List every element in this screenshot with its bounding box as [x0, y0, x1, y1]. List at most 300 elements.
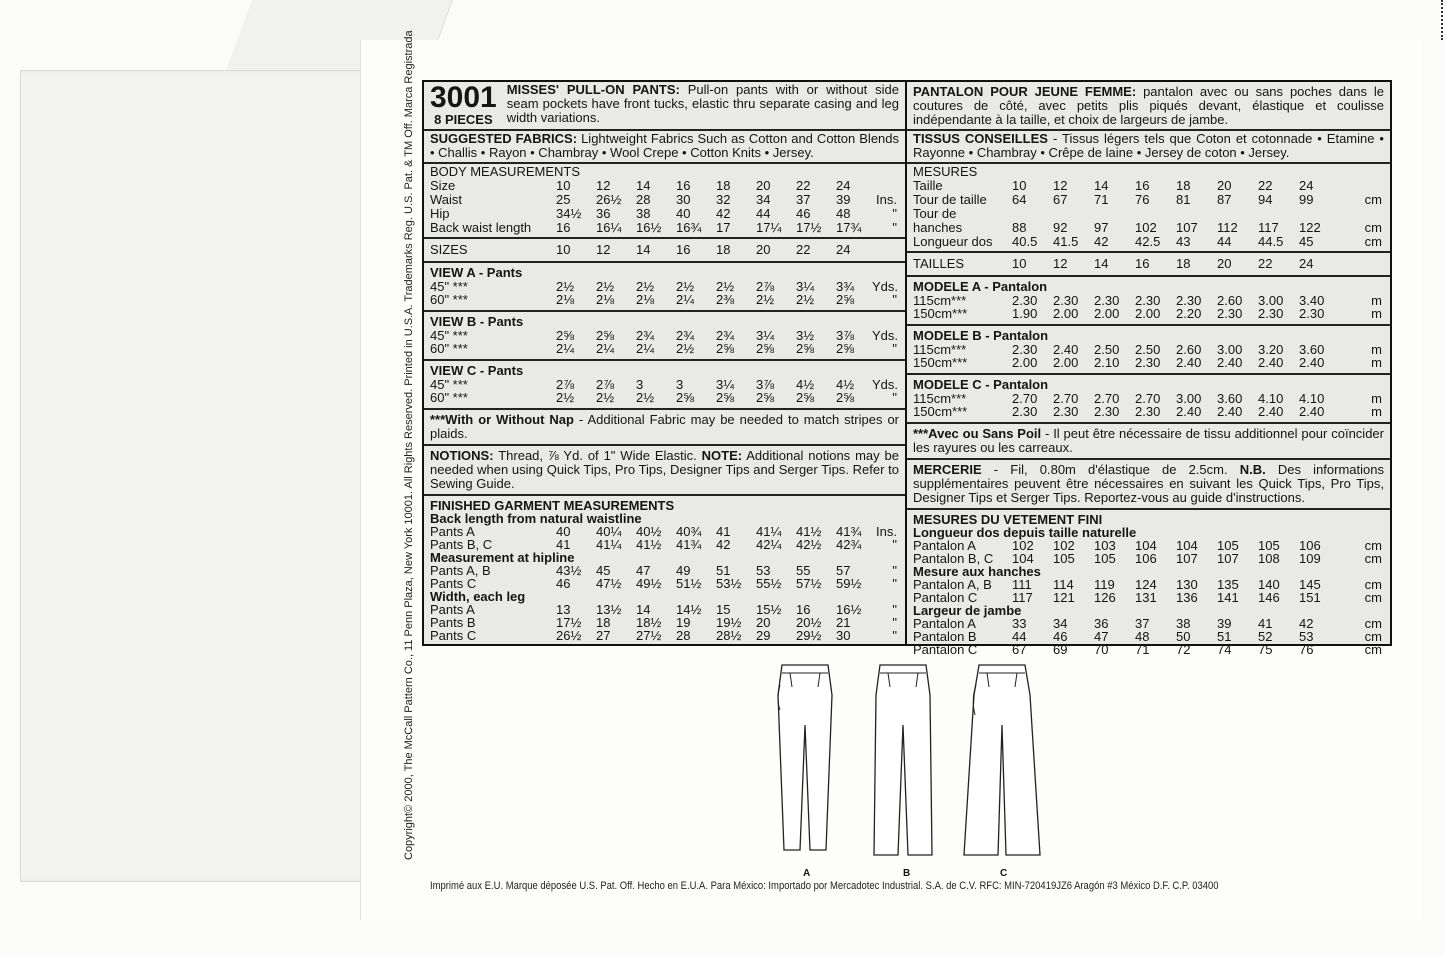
- view-label-a: A: [803, 868, 811, 879]
- row-value: 30: [676, 192, 691, 207]
- row-value: 103: [1094, 538, 1116, 553]
- fabrics-section: [907, 131, 1390, 164]
- row-label: Pantalon B: [913, 629, 977, 644]
- row-value: 2.30: [1299, 306, 1325, 321]
- row-unit: m: [1371, 306, 1382, 321]
- row-value: 104: [1012, 551, 1034, 566]
- notions-section: [424, 446, 905, 496]
- description-text: pantalon avec ou sans poches dans le coutures de côté, avec petits plis piqués devant, élastique et coulisse indépendante à la taille, et choix de largeurs de jambe.: [913, 84, 1384, 127]
- row-value: 3.40: [1299, 293, 1325, 308]
- size-value: 18: [1176, 256, 1191, 271]
- row-value: 2⅝: [596, 328, 615, 343]
- row-value: 2½: [676, 279, 695, 294]
- row-value: 2¾: [636, 328, 655, 343]
- nap-label: ***Avec ou Sans Poil: [913, 426, 1042, 441]
- group-title: Longueur dos depuis taille naturelle: [913, 525, 1137, 540]
- row-label: 115cm***: [913, 342, 967, 357]
- row-value: 102: [1053, 538, 1075, 553]
- row-value: 4.10: [1258, 391, 1284, 406]
- group-title: Back length from natural waistline: [430, 511, 642, 526]
- row-value: 106: [1135, 551, 1157, 566]
- row-value: 20: [756, 615, 771, 630]
- row-value: 17¾: [836, 220, 862, 235]
- table-row: [430, 280, 899, 293]
- row-value: 2⅝: [836, 390, 855, 405]
- table-row: [913, 307, 1384, 320]
- row-value: 88: [1012, 220, 1027, 235]
- row-value: 114: [1053, 577, 1074, 592]
- row-value: 105: [1094, 551, 1116, 566]
- row-value: 70: [1094, 642, 1109, 657]
- size-value: 18: [716, 242, 731, 257]
- row-label: Back waist length: [430, 220, 532, 235]
- row-value: 45: [596, 563, 611, 578]
- table-row: [430, 629, 899, 642]
- fabrics-label: SUGGESTED FABRICS:: [430, 131, 578, 146]
- row-value: 34: [1053, 616, 1068, 631]
- row-value: 47: [1094, 629, 1109, 644]
- row-label: Pants B, C: [430, 537, 493, 552]
- row-value: 48: [836, 206, 851, 221]
- row-value: 117: [1012, 590, 1033, 605]
- row-value: 76: [1135, 192, 1150, 207]
- group-title: Mesure aux hanches: [913, 564, 1041, 579]
- body-measurements-heading: BODY MEASUREMENTS: [430, 164, 581, 179]
- row-label: 150cm***: [913, 306, 968, 321]
- row-value: 47½: [596, 576, 622, 591]
- row-value: 24: [836, 178, 851, 193]
- row-label: 60" ***: [430, 390, 468, 405]
- size-value: 10: [556, 242, 571, 257]
- notions-label: MERCERIE: [913, 462, 982, 477]
- row-value: 13½: [596, 602, 622, 617]
- notions-label: NOTIONS:: [430, 448, 494, 463]
- row-value: 119: [1094, 577, 1115, 592]
- row-value: 2⅝: [716, 390, 735, 405]
- row-unit: cm: [1364, 577, 1382, 592]
- row-value: 3.60: [1299, 342, 1325, 357]
- row-value: 12: [596, 178, 611, 193]
- row-unit: cm: [1364, 220, 1382, 235]
- row-label: 150cm***: [913, 404, 968, 419]
- row-value: 2½: [756, 292, 775, 307]
- import-footer: Imprimé aux E.U. Marque déposée U.S. Pat. Off. Hecho en E.U.A. Para México: Importado por Mercadotec Industrial. S.A. de C.V. RFC: MIN-720419JZ6 Aragón #3 México D.F. C.P. 03400: [430, 880, 1219, 892]
- row-label: Hip: [430, 206, 450, 221]
- row-unit: cm: [1364, 642, 1382, 657]
- note-text: Additional notions may be needed when using Quick Tips, Pro Tips, Designer Tips and Serger Tips. Refer to Sewing Guide.: [430, 448, 899, 491]
- row-value: 2.70: [1135, 391, 1161, 406]
- nap-text: - Additional Fabric may be needed to match stripes or plaids.: [430, 412, 900, 441]
- fabrics-text: - Tissus légers tels que Coton et cotonnade • Etamine • Rayonne • Chambray • Crêpe de laine • Jersey de coton • Jersey.: [913, 131, 1384, 160]
- row-label: Waist: [430, 192, 463, 207]
- row-value: 2.70: [1094, 391, 1120, 406]
- row-value: 3¼: [796, 279, 815, 294]
- finished-measurements-section: [907, 510, 1390, 659]
- row-value: 44.5: [1258, 234, 1284, 249]
- nap-label: ***With or Without Nap: [430, 412, 574, 427]
- row-label: 115cm***: [913, 391, 967, 406]
- row-unit: ": [892, 341, 897, 356]
- row-value: 26½: [596, 192, 622, 207]
- row-value: 16¾: [676, 220, 702, 235]
- row-label: Tour de taille: [913, 192, 987, 207]
- row-value: 17: [716, 220, 731, 235]
- row-value: 18: [716, 178, 731, 193]
- row-unit: Ins.: [876, 192, 897, 207]
- row-value: 14½: [676, 602, 702, 617]
- row-label: Pants B: [430, 615, 476, 630]
- table-row: [430, 564, 899, 577]
- row-value: 109: [1299, 551, 1321, 566]
- row-value: 2.00: [1094, 306, 1120, 321]
- notions-text: Thread, ⅞ Yd. of 1" Wide Elastic.: [493, 448, 702, 463]
- row-value: 53½: [716, 576, 742, 591]
- row-label: Longueur dos: [913, 234, 993, 249]
- row-label: Pantalon A, B: [913, 577, 992, 592]
- row-value: 3: [676, 377, 684, 392]
- yardage-section: [424, 312, 905, 361]
- row-value: 2¼: [636, 341, 655, 356]
- row-value: 2⅝: [836, 341, 855, 356]
- row-value: 122: [1299, 220, 1321, 235]
- row-value: 2.40: [1217, 404, 1243, 419]
- row-value: 2.10: [1094, 355, 1120, 370]
- sizes-row: [913, 257, 1384, 271]
- row-label: 45" ***: [430, 377, 468, 392]
- table-row: [430, 616, 899, 629]
- size-value: 20: [1217, 256, 1232, 271]
- french-column: [907, 82, 1390, 657]
- row-value: 97: [1094, 220, 1109, 235]
- row-value: 151: [1299, 590, 1321, 605]
- row-value: 64: [1012, 192, 1027, 207]
- row-value: 41¼: [596, 537, 622, 552]
- row-value: 2⅝: [836, 292, 855, 307]
- row-unit: m: [1371, 342, 1382, 357]
- row-value: 41¾: [676, 537, 702, 552]
- description-text: Pull-on pants with or without side seam pockets have front tucks, elastic thru separate casing and leg width variations.: [506, 82, 899, 125]
- row-label: Pantalon A: [913, 538, 976, 553]
- note-label: NOTE:: [701, 448, 743, 463]
- row-value: 140: [1258, 577, 1280, 592]
- row-value: 41.5: [1053, 234, 1079, 249]
- row-value: 2⅛: [636, 292, 655, 307]
- row-value: 41½: [796, 524, 822, 539]
- table-row: [430, 207, 899, 221]
- row-unit: cm: [1364, 234, 1382, 249]
- row-value: 2⅞: [756, 279, 775, 294]
- size-value: 24: [836, 242, 851, 257]
- row-unit: ": [892, 628, 897, 643]
- row-value: 18½: [636, 615, 662, 630]
- envelope-side-flap: [20, 70, 392, 882]
- row-value: 10: [1012, 178, 1027, 193]
- row-value: 59½: [836, 576, 862, 591]
- row-value: 19½: [716, 615, 742, 630]
- row-value: 102: [1012, 538, 1034, 553]
- size-value: 12: [596, 242, 611, 257]
- row-unit: cm: [1364, 629, 1382, 644]
- row-value: 2.60: [1176, 342, 1202, 357]
- row-value: 3¼: [716, 377, 735, 392]
- size-value: 14: [1094, 256, 1109, 271]
- row-value: 15½: [756, 602, 782, 617]
- row-unit: Yds.: [872, 377, 899, 392]
- row-value: 104: [1176, 538, 1198, 553]
- row-value: 16¼: [596, 220, 622, 235]
- group-title: Width, each leg: [430, 589, 526, 604]
- sizes-label: SIZES: [430, 242, 468, 257]
- table-row: [913, 193, 1384, 207]
- row-value: 53: [756, 563, 771, 578]
- row-label: 115cm***: [913, 293, 967, 308]
- row-value: 16: [556, 220, 571, 235]
- row-value: 43: [1176, 234, 1191, 249]
- pants-view-c-drawing: [962, 655, 1042, 865]
- row-value: 76: [1299, 642, 1314, 657]
- row-value: 2⅝: [676, 390, 695, 405]
- table-row: [430, 293, 899, 306]
- table-row: [430, 342, 899, 355]
- row-value: 18: [596, 615, 611, 630]
- row-value: 42½: [796, 537, 822, 552]
- row-value: 2⅝: [796, 390, 815, 405]
- row-value: 33: [1012, 616, 1027, 631]
- row-value: 38: [1176, 616, 1191, 631]
- table-row: [913, 207, 1384, 235]
- row-value: 2.50: [1094, 342, 1120, 357]
- row-value: 2.60: [1217, 293, 1243, 308]
- row-value: 117: [1258, 220, 1279, 235]
- row-label: Pants C: [430, 576, 477, 591]
- row-value: 2.30: [1012, 404, 1038, 419]
- row-value: 107: [1176, 220, 1198, 235]
- row-value: 42: [1094, 234, 1109, 249]
- row-value: 44: [1012, 629, 1027, 644]
- row-unit: cm: [1364, 192, 1382, 207]
- row-value: 40½: [636, 524, 662, 539]
- table-row: [430, 525, 899, 538]
- row-value: 42.5: [1135, 234, 1161, 249]
- row-value: 13: [556, 602, 571, 617]
- row-value: 106: [1299, 538, 1321, 553]
- row-value: 135: [1217, 577, 1239, 592]
- row-value: 75: [1258, 642, 1273, 657]
- row-unit: ": [892, 220, 897, 235]
- row-value: 136: [1176, 590, 1198, 605]
- view-label-c: C: [1000, 868, 1008, 879]
- row-value: 2½: [796, 292, 815, 307]
- fabrics-section: [424, 131, 905, 164]
- row-value: 34: [756, 192, 771, 207]
- row-value: 124: [1135, 577, 1157, 592]
- row-label: Pantalon A: [913, 616, 976, 631]
- row-value: 42: [716, 206, 731, 221]
- row-value: 3⅞: [836, 328, 855, 343]
- row-value: 26½: [556, 628, 582, 643]
- row-value: 87: [1217, 192, 1232, 207]
- row-value: 2.30: [1176, 293, 1202, 308]
- fabrics-label: TISSUS CONSEILLES: [913, 131, 1048, 146]
- row-value: 15: [716, 602, 731, 617]
- row-value: 2.30: [1012, 342, 1038, 357]
- row-value: 29½: [796, 628, 822, 643]
- row-value: 42: [1299, 616, 1314, 631]
- row-value: 16: [676, 178, 691, 193]
- size-value: 14: [636, 242, 651, 257]
- note-text: Des informations supplémentaires peuvent être nécessaires en suivant les Quick Tips, Pro Tips, Designer Tips et Serger Tips. Reportez-vous au guide d'instructions.: [913, 462, 1384, 505]
- body-measurements-heading: MESURES: [913, 164, 978, 179]
- pants-view-b-drawing: [868, 655, 938, 865]
- row-value: 20½: [796, 615, 822, 630]
- row-value: 46: [796, 206, 811, 221]
- description-title: PANTALON POUR JEUNE FEMME:: [913, 84, 1137, 99]
- row-value: 2.70: [1053, 391, 1079, 406]
- row-value: 2½: [596, 279, 615, 294]
- row-unit: ": [892, 206, 897, 221]
- row-value: 17¼: [756, 220, 782, 235]
- row-value: 3.00: [1217, 342, 1243, 357]
- row-value: 17½: [556, 615, 582, 630]
- row-value: 145: [1299, 577, 1321, 592]
- row-value: 3.00: [1176, 391, 1202, 406]
- row-value: 107: [1176, 551, 1198, 566]
- row-label: Pantalon B, C: [913, 551, 994, 566]
- row-value: 2½: [596, 390, 615, 405]
- row-value: 126: [1094, 590, 1116, 605]
- row-value: 27: [596, 628, 611, 643]
- size-value: 16: [676, 242, 691, 257]
- row-value: 71: [1135, 642, 1150, 657]
- table-row: [430, 378, 899, 391]
- row-value: 2⅝: [716, 341, 735, 356]
- row-value: 2.00: [1135, 306, 1161, 321]
- description-section: [424, 82, 905, 131]
- row-value: 2.40: [1217, 355, 1243, 370]
- yardage-section: [424, 361, 905, 410]
- row-value: 102: [1135, 220, 1157, 235]
- row-value: 2⅞: [596, 377, 615, 392]
- row-unit: ": [892, 292, 897, 307]
- row-value: 45: [1299, 234, 1314, 249]
- view-label-b: B: [903, 868, 911, 879]
- table-row: [430, 179, 899, 193]
- size-value: 10: [1012, 256, 1027, 271]
- row-value: 2¾: [716, 328, 735, 343]
- table-row: [430, 391, 899, 404]
- row-value: 4½: [796, 377, 815, 392]
- description: [507, 83, 899, 127]
- row-value: 49½: [636, 576, 662, 591]
- row-value: 2½: [676, 341, 695, 356]
- row-value: 44: [1217, 234, 1232, 249]
- row-value: 4½: [836, 377, 855, 392]
- row-value: 44: [756, 206, 771, 221]
- row-value: 2½: [556, 390, 575, 405]
- row-value: 3½: [796, 328, 815, 343]
- row-value: 2.40: [1258, 355, 1284, 370]
- row-label: 150cm***: [913, 355, 968, 370]
- row-value: 30: [836, 628, 851, 643]
- row-value: 12: [1053, 178, 1068, 193]
- row-label: Taille: [913, 178, 943, 193]
- row-value: 3¼: [756, 328, 775, 343]
- row-value: 48: [1135, 629, 1150, 644]
- row-value: 16: [1135, 178, 1150, 193]
- row-value: 131: [1135, 590, 1157, 605]
- row-value: 41: [716, 524, 731, 539]
- pants-view-a-drawing: [770, 655, 840, 865]
- row-value: 2.30: [1053, 293, 1079, 308]
- row-value: 10: [556, 178, 571, 193]
- row-value: 2.30: [1135, 293, 1161, 308]
- table-row: [913, 179, 1384, 193]
- row-value: 2¼: [596, 341, 615, 356]
- row-value: 37: [796, 192, 811, 207]
- row-unit: Ins.: [876, 524, 897, 539]
- yardage-section: [424, 263, 905, 312]
- row-label: Pants A: [430, 524, 475, 539]
- table-row: [430, 221, 899, 235]
- row-value: 51: [1217, 629, 1232, 644]
- row-value: 53: [1299, 629, 1314, 644]
- view-title: VIEW A - Pants: [430, 265, 523, 280]
- row-label: 45" ***: [430, 279, 468, 294]
- row-value: 2⅛: [556, 292, 575, 307]
- nap-note-section: [907, 424, 1390, 460]
- row-value: 46: [1053, 629, 1068, 644]
- row-value: 2⅝: [556, 328, 575, 343]
- row-value: 81: [1176, 192, 1191, 207]
- row-value: 21: [836, 615, 851, 630]
- row-value: 2¼: [676, 292, 695, 307]
- row-value: 2.40: [1176, 355, 1202, 370]
- row-unit: m: [1371, 355, 1382, 370]
- row-value: 74: [1217, 642, 1232, 657]
- row-value: 2.40: [1299, 404, 1325, 419]
- view-title: VIEW C - Pants: [430, 363, 524, 378]
- row-value: 40.5: [1012, 234, 1038, 249]
- row-value: 2⅝: [756, 390, 775, 405]
- view-title: MODELE C - Pantalon: [913, 377, 1049, 392]
- row-value: 111: [1012, 577, 1032, 592]
- row-unit: ": [892, 615, 897, 630]
- row-value: 49: [676, 563, 691, 578]
- row-value: 105: [1053, 551, 1075, 566]
- row-unit: m: [1371, 404, 1382, 419]
- row-value: 19: [676, 615, 691, 630]
- row-value: 24: [1299, 178, 1314, 193]
- perforated-edge: [1438, 0, 1443, 40]
- row-value: 3: [636, 377, 644, 392]
- row-value: 18: [1176, 178, 1191, 193]
- row-value: 55½: [756, 576, 782, 591]
- finished-heading: MESURES DU VETEMENT FINI: [913, 512, 1103, 527]
- row-label: Size: [430, 178, 456, 193]
- row-value: 42¼: [756, 537, 782, 552]
- row-value: 2½: [716, 279, 735, 294]
- size-value: 22: [796, 242, 811, 257]
- row-label: Pants A: [430, 602, 475, 617]
- row-label: Pants C: [430, 628, 477, 643]
- row-value: 39: [836, 192, 851, 207]
- table-row: [430, 603, 899, 616]
- row-value: 55: [796, 563, 811, 578]
- notions-text: - Fil, 0.80m d'élastique de 2.5cm.: [981, 462, 1240, 477]
- row-label: Tour de hanches: [913, 206, 963, 235]
- row-value: 104: [1135, 538, 1157, 553]
- row-value: 51: [716, 563, 731, 578]
